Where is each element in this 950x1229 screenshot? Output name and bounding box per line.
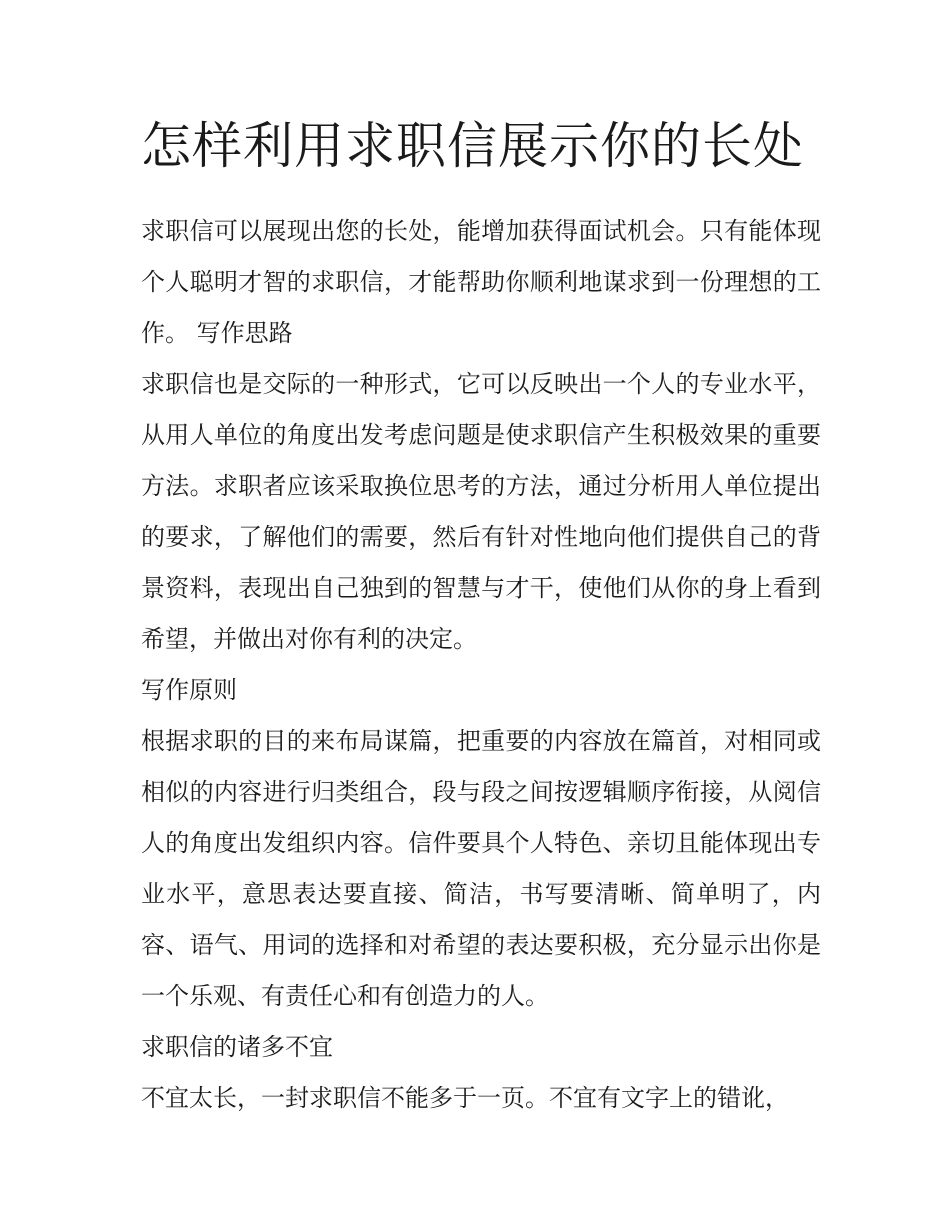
heading-donts: 求职信的诸多不宜 bbox=[141, 1033, 333, 1061]
document-title: 怎样利用求职信展示你的长处 bbox=[141, 117, 804, 175]
document-page bbox=[141, 108, 821, 1124]
paragraph-writing-principles: 根据求职的目的来布局谋篇，把重要的内容放在篇首，对相同或相似的内容进行归类组合，段与段之间按逻辑顺序衔接，从阅信人的角度出发组织内容。信件要具个人特色、亲切且能体现出专业水平，意思表达要直接、简洁，书写要清晰、简单明了，内容、语气、用词的选择和对希望的表达要积极，充分显示出你是一个乐观、有责任心和有创造力的人。 bbox=[141, 727, 821, 1010]
paragraph-intro: 求职信可以展现出您的长处，能增加获得面试机会。只有能体现个人聪明才智的求职信，才能帮助你顺利地谋求到一份理想的工作。 写作思路 bbox=[141, 217, 821, 347]
paragraph-donts: 不宜太长，一封求职信不能多于一页。不宜有文字上的错讹， bbox=[141, 1084, 789, 1112]
heading-writing-principles: 写作原则 bbox=[141, 676, 237, 704]
paragraph-writing-approach: 求职信也是交际的一种形式，它可以反映出一个人的专业水平，从用人单位的角度出发考虑问题是使求职信产生积极效果的重要方法。求职者应该采取换位思考的方法，通过分析用人单位提出的要求，了解他们的需要，然后有针对性地向他们提供自己的背景资料，表现出自己独到的智慧与才干，使他们从你的身上看到希望，并做出对你有利的决定。 bbox=[141, 370, 821, 653]
